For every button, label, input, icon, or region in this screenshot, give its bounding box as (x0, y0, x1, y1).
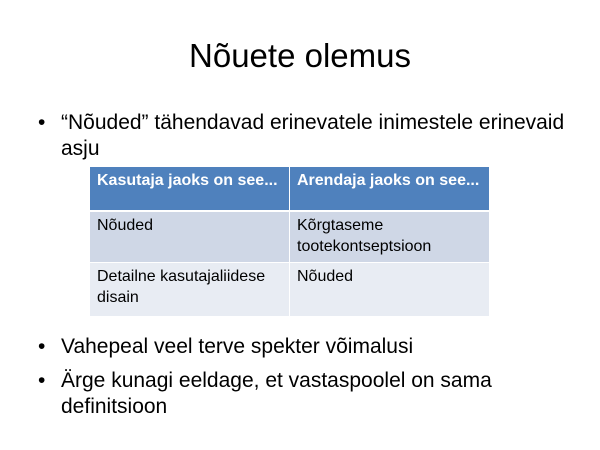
bullet-item (38, 368, 568, 420)
bullet-item (38, 334, 568, 360)
table-header-row (90, 167, 490, 211)
table-cell: Nõuded (90, 211, 290, 263)
table-row (90, 211, 490, 263)
bullet-icon: • (38, 111, 46, 134)
bullet-icon: • (38, 335, 46, 358)
table-row (90, 263, 490, 317)
table-header-developer: Arendaja jaoks on see... (290, 167, 490, 211)
table-header-user: Kasutaja jaoks on see... (90, 167, 290, 211)
slide-title: Nõuete olemus (189, 37, 411, 74)
bullet-icon: • (38, 369, 46, 392)
bullet-text: Vahepeal veel terve spekter võimalusi (61, 335, 414, 358)
table-cell: Detailne kasutajaliidese disain (90, 263, 290, 317)
table-cell: Kõrgtaseme tootekontseptsioon (290, 211, 490, 263)
bullet-item (38, 110, 568, 162)
table-cell: Nõuded (290, 263, 490, 317)
requirements-table (89, 166, 490, 317)
bullet-text: Ärge kunagi eeldage, et vastaspoolel on sama definitsioon (61, 369, 492, 418)
bullet-text: “Nõuded” tähendavad erinevatele inimestele erinevaid asju (61, 111, 565, 160)
